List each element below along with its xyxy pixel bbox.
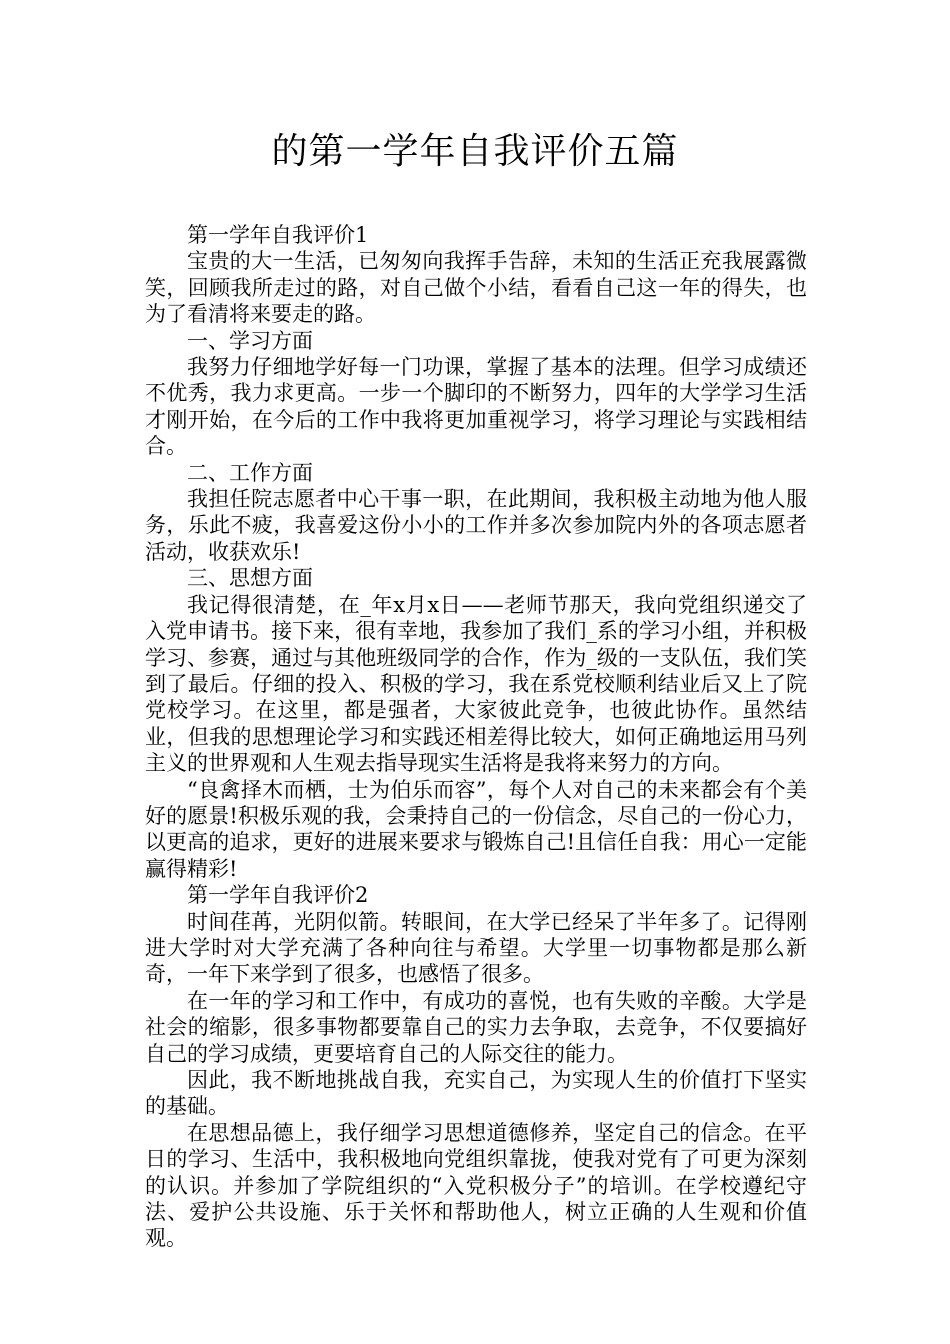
paragraph: 我记得很清楚，在_年x月x日——老师节那天，我向党组织递交了入党申请书。接下来，很有幸地，我参加了我们_系的学习小组，并积极学习、参赛，通过与其他班级同学的合作，作为_级的一支队伍，我们笑到了最后。仔细的投入、积极的学习，我在系党校顺利结业后又上了院党校学习。在这里，都是强者，大家彼此竞争，也彼此协作。虽然结业，但我的思想理论学习和实践还相差得比较大，如何正确地运用马列主义的世界观和人生观去指导现实生活将是我将来努力的方向。 <box>145 592 807 776</box>
section-heading-2: 第一学年自我评价2 <box>187 883 369 908</box>
document-body <box>145 222 807 1252</box>
paragraph: 我担任院志愿者中心干事一职，在此期间，我积极主动地为他人服务，乐此不疲，我喜爱这份小小的工作并多次参加院内外的各项志愿者活动，收获欢乐! <box>145 487 807 564</box>
paragraph: 在思想品德上，我仔细学习思想道德修养，坚定自己的信念。在平日的学习、生活中，我积极地向党组织靠拢，使我对党有了可更为深刻的认识。并参加了学院组织的“入党积极分子”的培训。在学校遵纪守法、爱护公共设施、乐于关怀和帮助他人，树立正确的人生观和价值观。 <box>145 1120 807 1251</box>
subheading-work: 二、工作方面 <box>187 460 313 485</box>
paragraph: 时间荏苒，光阴似箭。转眼间，在大学已经呆了半年多了。记得刚进大学时对大学充满了各种向往与希望。大学里一切事物都是那么新奇，一年下来学到了很多，也感悟了很多。 <box>145 909 807 987</box>
paragraph: 我努力仔细地学好每一门功课，掌握了基本的法理。但学习成绩还不优秀，我力求更高。一步一个脚印的不断努力，四年的大学学习生活才刚开始，在今后的工作中我将更加重视学习，将学习理论与实践相结合。 <box>145 355 807 459</box>
paragraph: 因此，我不断地挑战自我，充实自己，为实现人生的价值打下坚实的基础。 <box>145 1068 807 1119</box>
subheading-thought: 三、思想方面 <box>187 566 313 591</box>
paragraph: 宝贵的大一生活，已匆匆向我挥手告辞，未知的生活正充我展露微笑，回顾我所走过的路，对自己做个小结，看看自己这一年的得失，也为了看清将来要走的路。 <box>145 249 807 327</box>
paragraph: 在一年的学习和工作中，有成功的喜悦，也有失败的辛酸。大学是社会的缩影，很多事物都要靠自己的实力去争取，去竞争，不仅要搞好自己的学习成绩，更要培育自己的人际交往的能力。 <box>145 988 807 1066</box>
section-heading-1: 第一学年自我评价1 <box>187 223 369 247</box>
document-title: 的第一学年自我评价五篇 <box>271 131 679 172</box>
subheading-study: 一、学习方面 <box>187 328 313 353</box>
paragraph: “良禽择木而栖，士为伯乐而容”，每个人对自己的未来都会有个美好的愿景!积极乐观的我，会秉持自己的一份信念，尽自己的一份心力，以更高的追求，更好的进展来要求与锻炼自己!且信任自我：用心一定能赢得精彩! <box>145 777 807 881</box>
